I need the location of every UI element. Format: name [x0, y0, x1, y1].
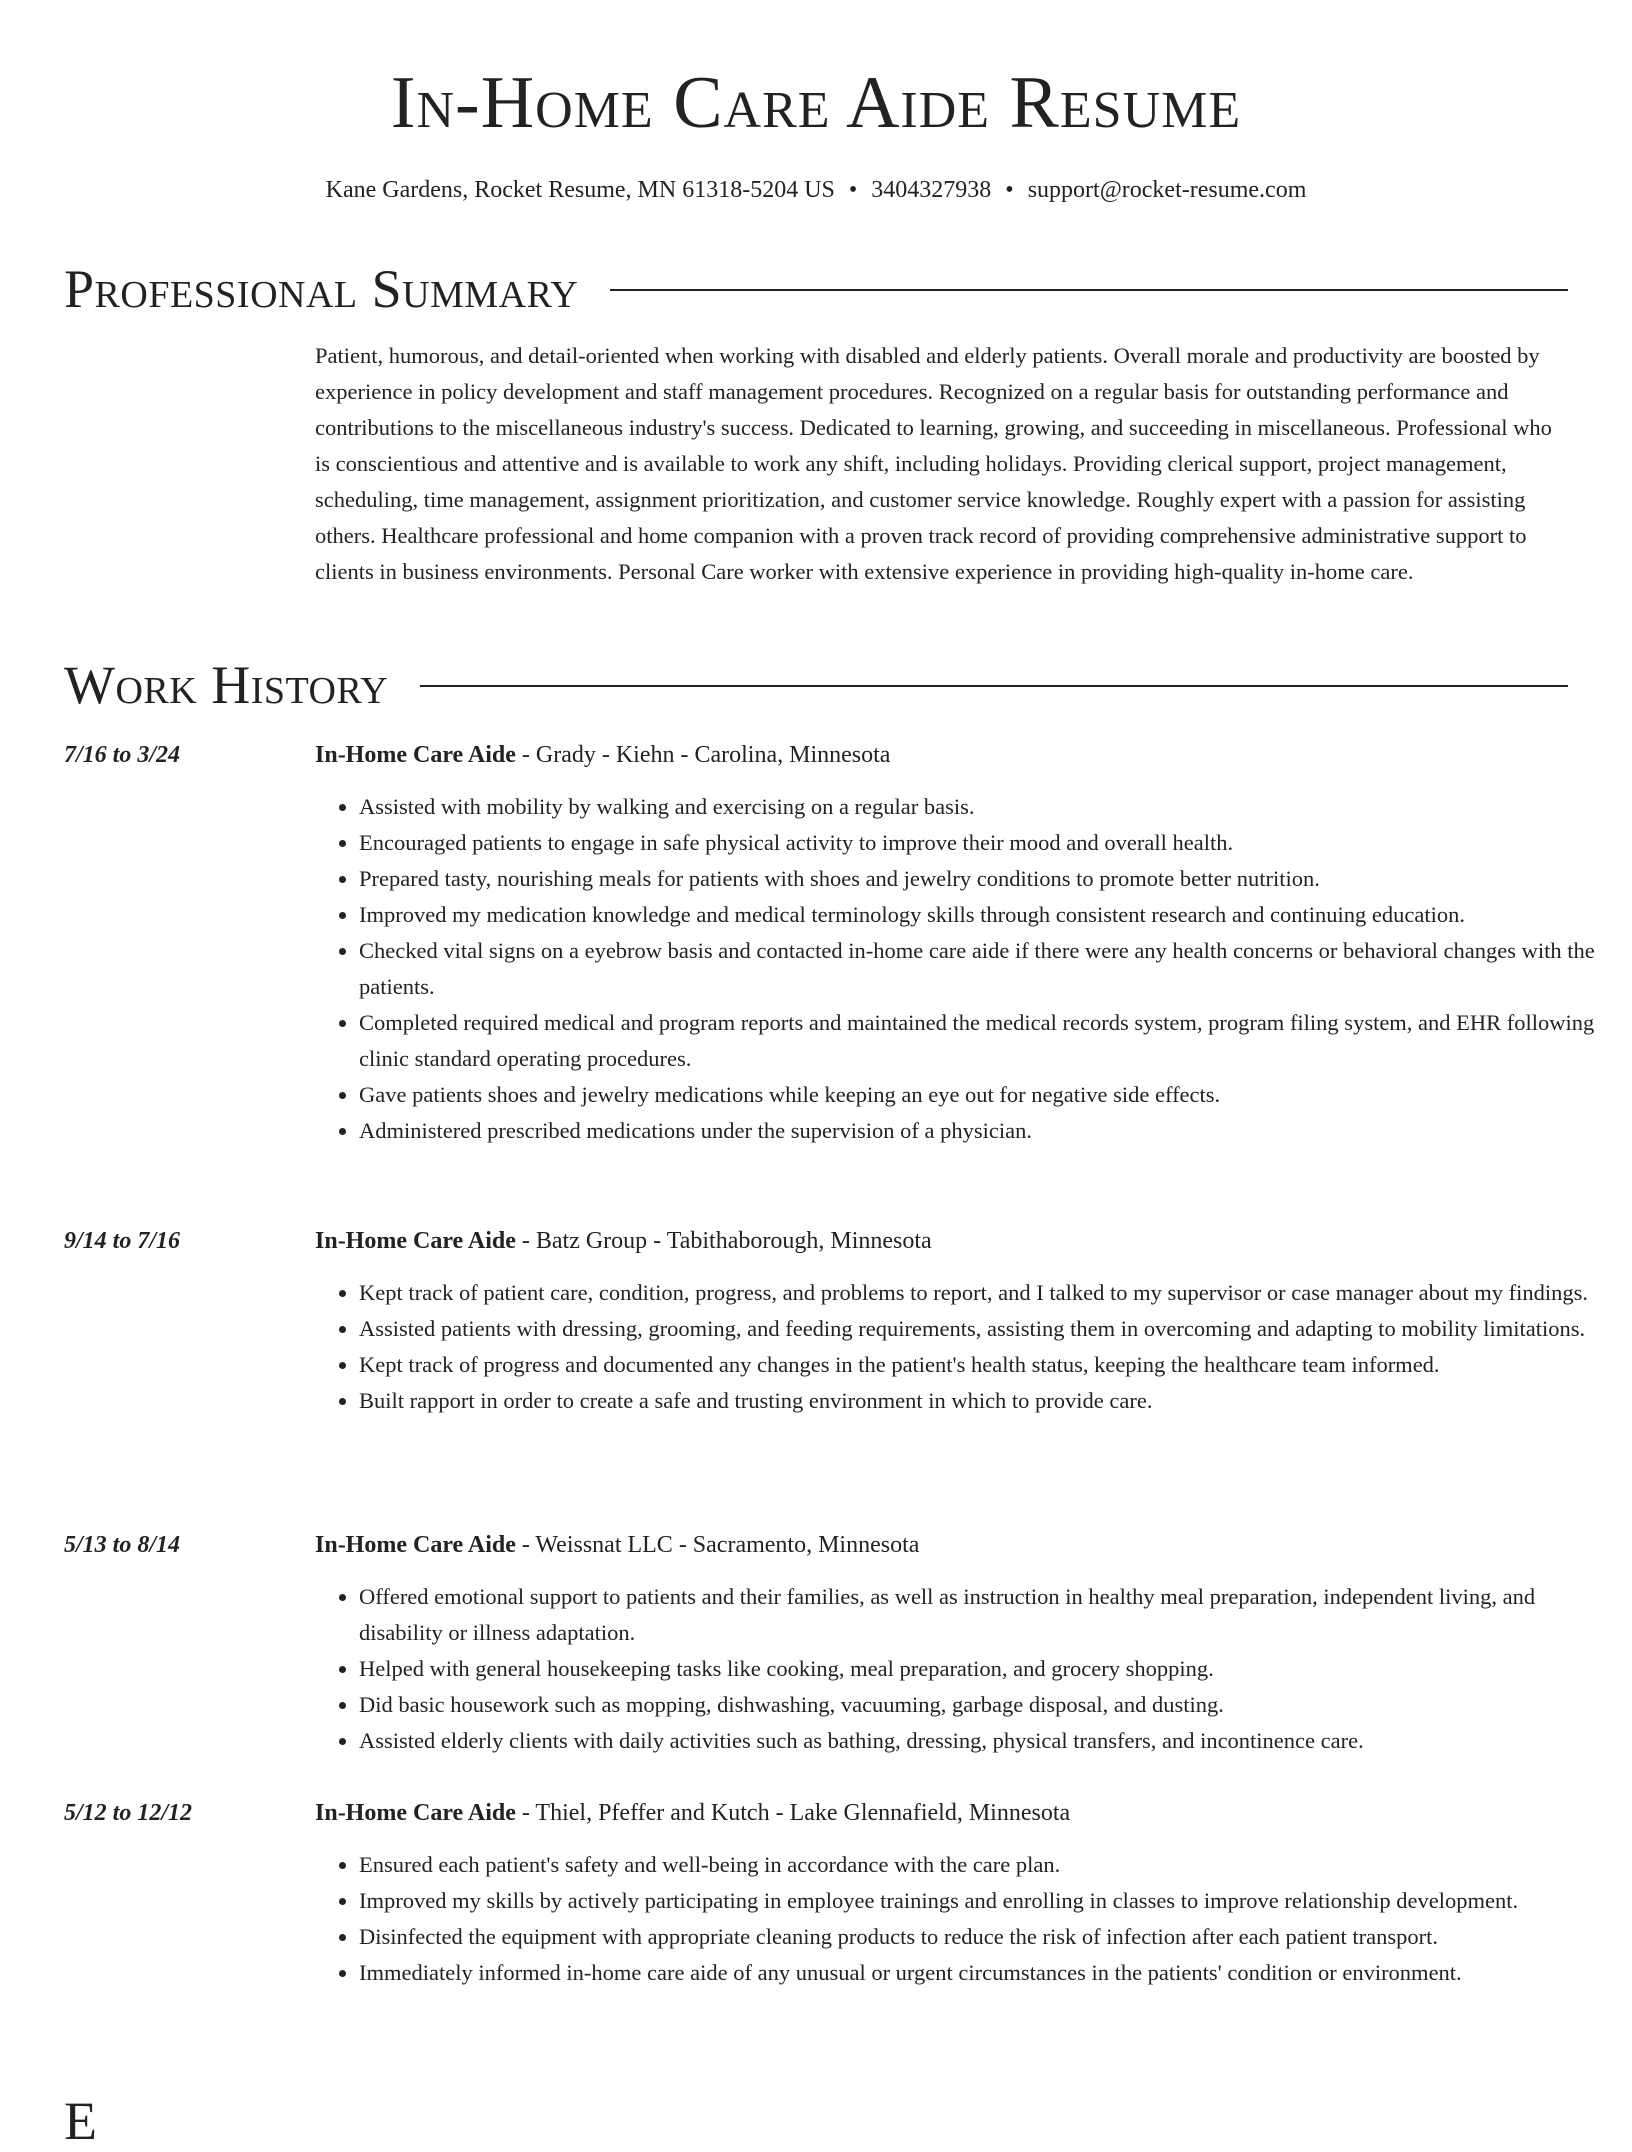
job-role: In-Home Care Aide [315, 1532, 516, 1558]
job-dates: 5/13 to 8/14 [64, 1532, 181, 1558]
resume-title: In-Home Care Aide Resume [390, 62, 1242, 144]
job-role: In-Home Care Aide [315, 1228, 516, 1254]
job-details: - Thiel, Pfeffer and Kutch - Lake Glennafield, Minnesota [515, 1800, 1071, 1826]
summary-text: Patient, humorous, and detail-oriented when working with disabled and elderly patients. Overall morale and productivity are boosted by experience in policy development and staff management procedures. Recognized on a regular basis for outstanding performance and contributions to the miscellaneous industry's success. Dedicated to learning, growing, and succeeding in miscellaneous. Professional who is conscientious and attentive and is available to work any shift, including holidays. Providing clerical support, project management, scheduling, time management, assignment prioritization, and customer service knowledge. Roughly expert with a passion for assisting others. Healthcare professional and home companion with a proven track record of providing comprehensive administrative support to clients in business environments. Personal Care worker with extensive experience in providing high-quality in-home care. [315, 343, 1552, 584]
job-role: In-Home Care Aide [315, 1800, 516, 1826]
job-bullet: • Completed required medical and program reports and maintained the medical records system, program filing system, and EHR following clinic standard operating procedures. [359, 1005, 1614, 1077]
contact-line [0, 174, 1632, 206]
contact-email: support@rocket-resume.com [1027, 177, 1307, 203]
job-dates: 7/16 to 3/24 [64, 742, 181, 768]
job-bullet: • Disinfected the equipment with appropriate cleaning products to reduce the risk of infection after each patient transport. [359, 1919, 1614, 1955]
contact-separator: • [1005, 177, 1014, 203]
job-details: - Grady - Kiehn - Carolina, Minnesota [515, 742, 891, 768]
summary-section-header [64, 258, 1568, 320]
job-bullet: • Assisted with mobility by walking and exercising on a regular basis. [359, 789, 1614, 825]
work-section-header [64, 654, 1568, 716]
job-details: - Weissnat LLC - Sacramento, Minnesota [515, 1532, 920, 1558]
summary-heading: Professional Summary [64, 259, 579, 319]
job-role: In-Home Care Aide [315, 742, 516, 768]
job-bullets [315, 789, 1614, 1149]
job-bullets [315, 1847, 1614, 1991]
job-bullet: • Did basic housework such as mopping, dishwashing, vacuuming, garbage disposal, and dusting. [359, 1687, 1614, 1723]
job-bullet: • Kept track of progress and documented any changes in the patient's health status, keeping the healthcare team informed. [359, 1347, 1614, 1383]
contact-address: Kane Gardens, Rocket Resume, MN 61318-5204 US [325, 177, 835, 203]
job-details: - Batz Group - Tabithaborough, Minnesota [515, 1228, 932, 1254]
job-header [315, 1527, 919, 1563]
contact-phone: 3404327938 [871, 177, 992, 203]
job-bullet: • Kept track of patient care, condition, progress, and problems to report, and I talked to my supervisor or case manager about my findings. [359, 1275, 1614, 1311]
job-bullets [315, 1579, 1614, 1759]
job-bullet: • Improved my skills by actively participating in employee trainings and enrolling in classes to improve relationship development. [359, 1883, 1614, 1919]
job-header [315, 1223, 932, 1259]
job-bullet: • Immediately informed in-home care aide of any unusual or urgent circumstances in the patients' condition or environment. [359, 1955, 1614, 1991]
job-header [315, 737, 890, 773]
job-bullet: • Encouraged patients to engage in safe physical activity to improve their mood and overall health. [359, 825, 1614, 861]
job-header [315, 1795, 1070, 1831]
job-bullet: • Helped with general housekeeping tasks like cooking, meal preparation, and grocery shopping. [359, 1651, 1614, 1687]
job-bullet: • Administered prescribed medications under the supervision of a physician. [359, 1113, 1614, 1149]
contact-separator: • [848, 177, 858, 203]
job-bullet: • Built rapport in order to create a safe and trusting environment in which to provide care. [359, 1383, 1614, 1419]
job-bullet: • Gave patients shoes and jewelry medications while keeping an eye out for negative side effects. [359, 1077, 1614, 1113]
section-divider [610, 289, 1568, 291]
job-bullet: • Offered emotional support to patients and their families, as well as instruction in healthy meal preparation, independent living, and disability or illness adaptation. [359, 1579, 1614, 1651]
next-section-heading-partial: E [64, 2091, 97, 2151]
job-bullet: • Ensured each patient's safety and well-being in accordance with the care plan. [359, 1847, 1614, 1883]
job-bullet: • Checked vital signs on a eyebrow basis and contacted in-home care aide if there were any health concerns or behavioral changes with the patients. [359, 933, 1614, 1005]
job-dates: 9/14 to 7/16 [64, 1228, 181, 1254]
work-heading: Work History [64, 655, 389, 715]
job-bullet: • Assisted patients with dressing, grooming, and feeding requirements, assisting them in overcoming and adapting to mobility limitations. [359, 1311, 1614, 1347]
job-bullets [315, 1275, 1614, 1419]
job-bullet: • Assisted elderly clients with daily activities such as bathing, dressing, physical transfers, and incontinence care. [359, 1723, 1614, 1759]
job-bullet: • Prepared tasty, nourishing meals for patients with shoes and jewelry conditions to promote better nutrition. [359, 861, 1614, 897]
section-divider [420, 685, 1568, 687]
job-bullet: • Improved my medication knowledge and medical terminology skills through consistent research and continuing education. [359, 897, 1614, 933]
job-dates: 5/12 to 12/12 [64, 1800, 193, 1826]
